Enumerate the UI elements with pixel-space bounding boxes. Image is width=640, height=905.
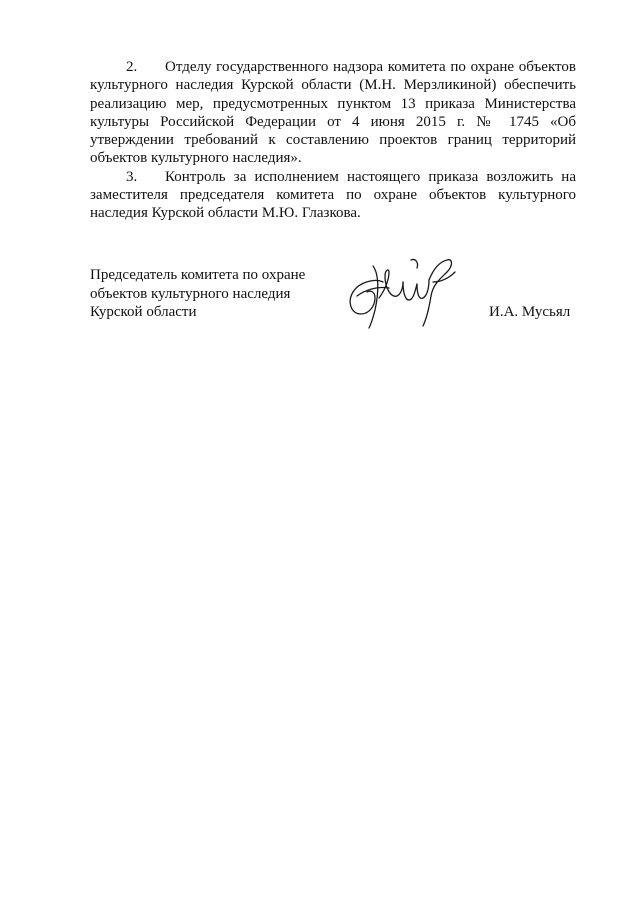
signer-name: И.А. Мусьял bbox=[489, 304, 571, 320]
position-line: Председатель комитета по охране bbox=[90, 267, 306, 283]
document-body bbox=[90, 58, 576, 223]
paragraph-text: Контроль за исполнением настоящего приказа возложить на заместителя председателя комитета по охране объектов культурного наследия Курской области М.Ю. Глазкова. bbox=[90, 168, 576, 222]
paragraph-number: 3. bbox=[126, 168, 138, 185]
paragraph-text: Отделу государственного надзора комитета по охране объектов культурного наследия Курской области (М.Н. Мерзликиной) обеспечить реализацию мер, предусмотренных пунктом 13 приказа Министерства культуры Российской Федерации от 4 июня 2015 г. № 1745 «Об утверждении требований к составлению проектов границ территорий объектов культурного наследия». bbox=[90, 59, 576, 167]
handwritten-signature bbox=[345, 252, 475, 332]
signatory-position bbox=[90, 266, 320, 322]
position-line: Курской области bbox=[90, 304, 197, 320]
paragraph-3 bbox=[90, 168, 576, 223]
paragraph-number: 2. bbox=[126, 59, 138, 75]
position-line: объектов культурного наследия bbox=[90, 285, 291, 302]
paragraph-2 bbox=[90, 58, 576, 168]
